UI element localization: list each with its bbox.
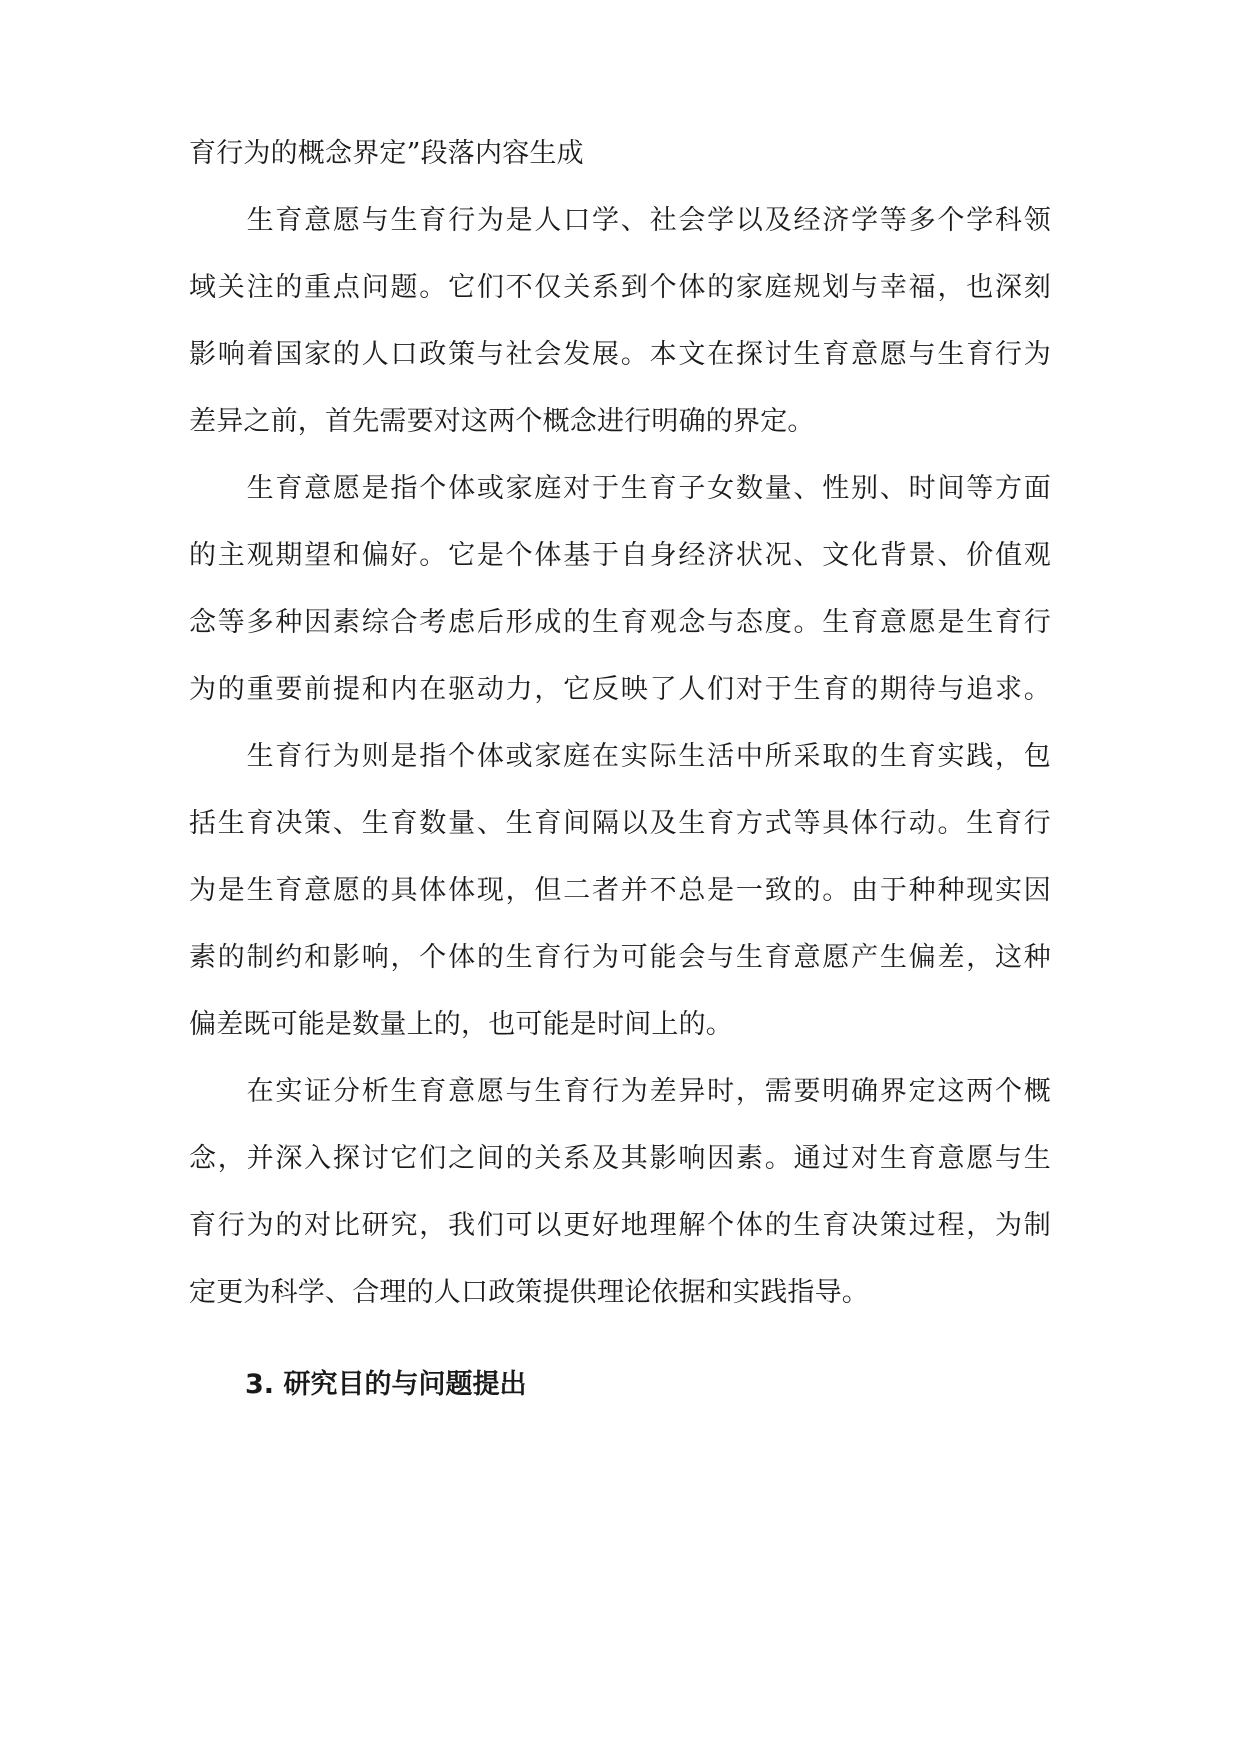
paragraph-line: 育行为的对比研究，我们可以更好地理解个体的生育决策过程，为制 — [189, 1210, 1051, 1241]
paragraph-line: 念等多种因素综合考虑后形成的生育观念与态度。生育意愿是生育行 — [189, 607, 1051, 638]
paragraph-line: 影响着国家的人口政策与社会发展。本文在探讨生育意愿与生育行为 — [189, 339, 1051, 370]
paragraph-line: 生育行为则是指个体或家庭在实际生活中所采取的生育实践，包 — [189, 741, 1051, 772]
paragraph-line: 为的重要前提和内在驱动力，它反映了人们对于生育的期待与追求。 — [189, 674, 1051, 705]
paragraph-line: 素的制约和影响，个体的生育行为可能会与生育意愿产生偏差，这种 — [189, 942, 1051, 973]
paragraph-line: 括生育决策、生育数量、生育间隔以及生育方式等具体行动。生育行 — [189, 808, 1051, 839]
paragraph-line: 在实证分析生育意愿与生育行为差异时，需要明确界定这两个概 — [189, 1076, 1051, 1107]
section-heading: 3. 研究目的与问题提出 — [245, 1369, 527, 1400]
paragraph-line: 定更为科学、合理的人口政策提供理论依据和实践指导。 — [189, 1277, 869, 1308]
paragraph-line: 域关注的重点问题。它们不仅关系到个体的家庭规划与幸福，也深刻 — [189, 272, 1051, 303]
continuation-line: 育行为的概念界定”段落内容生成 — [189, 138, 584, 169]
paragraph-line: 为是生育意愿的具体体现，但二者并不总是一致的。由于种种现实因 — [189, 875, 1051, 906]
paragraph-line: 差异之前，首先需要对这两个概念进行明确的界定。 — [189, 406, 815, 437]
paragraph-line: 偏差既可能是数量上的，也可能是时间上的。 — [189, 1009, 733, 1040]
paragraph-line: 念，并深入探讨它们之间的关系及其影响因素。通过对生育意愿与生 — [189, 1143, 1051, 1174]
paragraph-line: 生育意愿与生育行为是人口学、社会学以及经济学等多个学科领 — [189, 205, 1051, 236]
paragraph-line: 生育意愿是指个体或家庭对于生育子女数量、性别、时间等方面 — [189, 473, 1051, 504]
paragraph-line: 的主观期望和偏好。它是个体基于自身经济状况、文化背景、价值观 — [189, 540, 1051, 571]
